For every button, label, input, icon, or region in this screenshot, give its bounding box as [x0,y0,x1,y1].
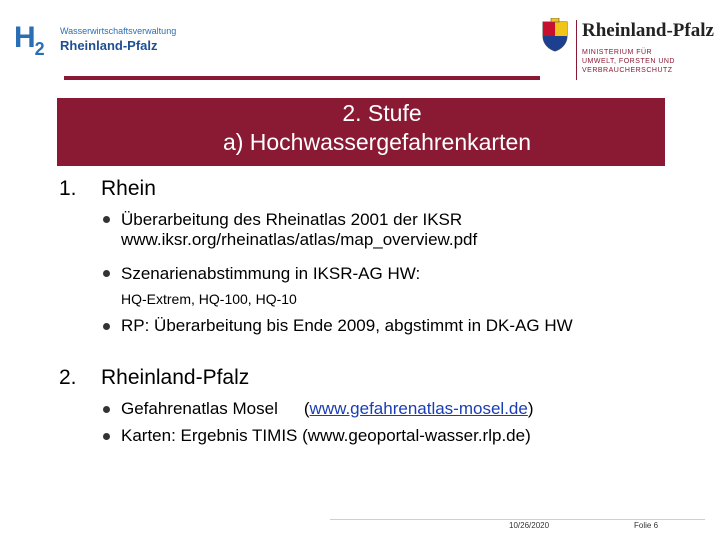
bullet-icon [103,433,110,440]
section-title: Rheinland-Pfalz [101,366,250,389]
ministry-name: MINISTERIUM FÜR UMWELT, FORSTEN UND VERBRAUCHERSCHUTZ [582,49,675,74]
logo-divider [576,20,577,80]
list-item: RP: Überarbeitung bis Ende 2009, abgstimmt in DK-AG HW [121,316,573,335]
bullet-icon [103,323,110,330]
list-item: Überarbeitung des Rheinatlas 2001 der IKSR www.iksr.org/rheinatlas/atlas/map_overview.pdf [121,210,478,249]
footer-rule [330,519,705,520]
h2o-logo [14,21,177,59]
list-item: Szenarienabstimmung in IKSR-AG HW: [121,264,421,283]
section-number: 1. [59,177,77,200]
header-rule [64,76,540,80]
pdf-url: www.iksr.org/rheinatlas/atlas/map_overview.pdf [121,230,478,249]
bullet-icon [103,406,110,413]
section-title: Rhein [101,177,156,200]
section-number: 2. [59,366,77,389]
bullet-icon [103,216,110,223]
list-item: Karten: Ergebnis TIMIS (www.geoportal-wasser.rlp.de) [121,426,531,445]
logo-line-1: Wasserwirtschaftsverwaltung [60,26,177,36]
h2o-mark: $H_2$ [14,21,44,59]
gefahrenatlas-link[interactable]: www.gefahrenatlas-mosel.de [309,399,528,418]
footer-date: 10/26/2020 [509,521,550,530]
footer-page-number: Folie 6 [634,521,659,530]
rlp-wordmark: Rheinland-Pfalz [582,20,714,41]
banner-title: 2. Stufe [342,100,422,126]
list-item: Gefahrenatlas Mosel (www.gefahrenatlas-mosel.de) [121,399,534,418]
logo-line-2: Rheinland-Pfalz [60,38,158,53]
banner-subtitle: a) Hochwassergefahrenkarten [222,129,532,155]
bullet-icon [103,270,110,277]
ministry-logo [538,12,714,84]
title-banner [57,98,665,166]
list-subitem: HQ-Extrem, HQ-100, HQ-10 [121,291,297,307]
coat-of-arms-icon [540,18,570,52]
